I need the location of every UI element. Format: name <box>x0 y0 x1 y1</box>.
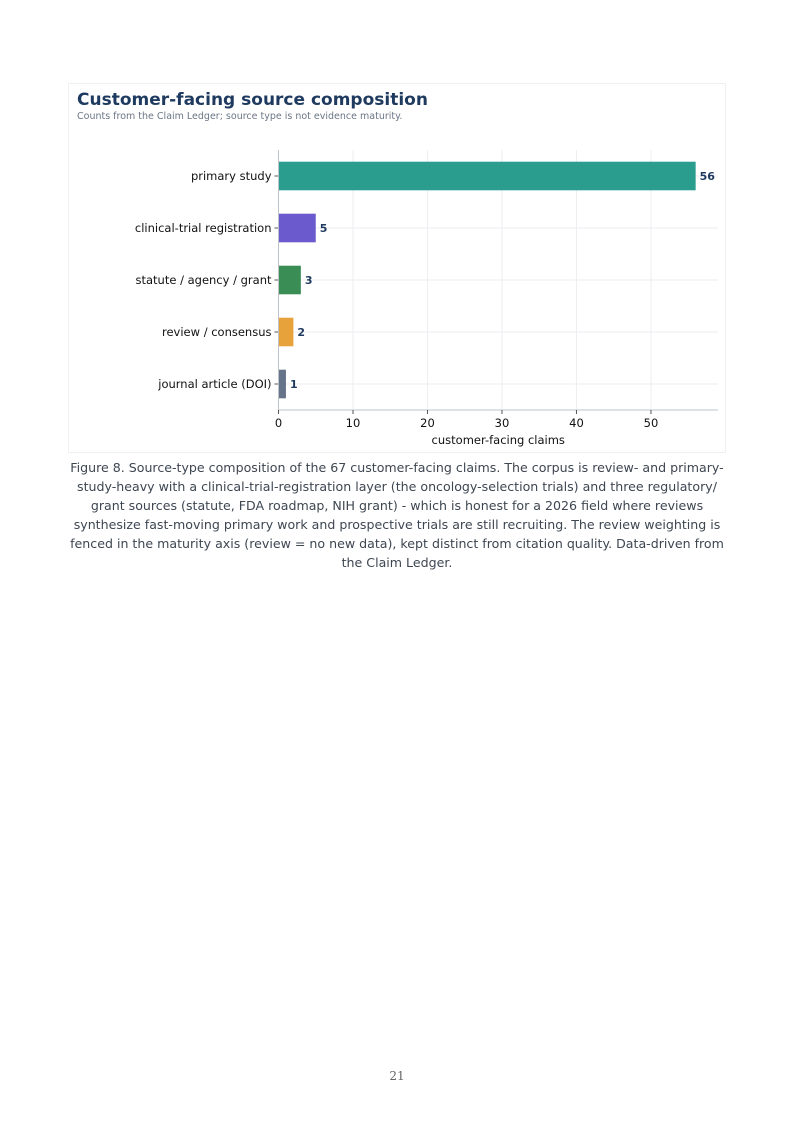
data-label: 3 <box>304 274 313 287</box>
x-tick-label: 0 <box>274 416 283 430</box>
bar <box>279 370 286 399</box>
x-tick-label: 20 <box>420 416 435 430</box>
category-label: clinical-trial registration <box>134 221 272 235</box>
category-label: review / consensus <box>162 325 272 339</box>
bar <box>279 266 301 295</box>
category-label: primary study <box>190 169 272 183</box>
bar <box>279 318 294 347</box>
bar-chart <box>69 84 727 454</box>
x-tick-label: 50 <box>643 416 659 430</box>
chart-figure <box>68 83 726 453</box>
chart-title: Customer-facing source composition <box>77 90 428 110</box>
chart-subtitle: Counts from the Claim Ledger; source type is not evidence maturity. <box>77 111 403 122</box>
bar <box>279 214 316 243</box>
page-number: 21 <box>389 1069 405 1083</box>
x-tick-label: 30 <box>494 416 510 430</box>
bar <box>279 162 696 191</box>
data-label: 56 <box>699 170 715 183</box>
data-label: 2 <box>297 326 306 339</box>
category-label: statute / agency / grant <box>135 273 272 287</box>
category-label: journal article (DOI) <box>158 377 272 391</box>
data-label: 5 <box>319 222 328 235</box>
figure-caption: Figure 8. Source-type composition of the 67 customer-facing claims. The corpus is review- and primary-study-heavy with a clinical-trial-registration layer (the oncology-selection trials) and three regulatory/ grant sources (statute, FDA roadmap, NIH grant) - which is honest for a 2026 field where reviews synthesize fast-moving primary work and prospective trials are still recruiting. The review weighting is fenced in the maturity axis (review = no new data), kept distinct from citation quality. Data-driven from the Claim Ledger. <box>70 460 724 570</box>
x-axis-label: customer-facing claims <box>431 433 565 447</box>
x-tick-label: 10 <box>345 416 361 430</box>
data-label: 1 <box>289 378 298 391</box>
x-tick-label: 40 <box>569 416 584 430</box>
